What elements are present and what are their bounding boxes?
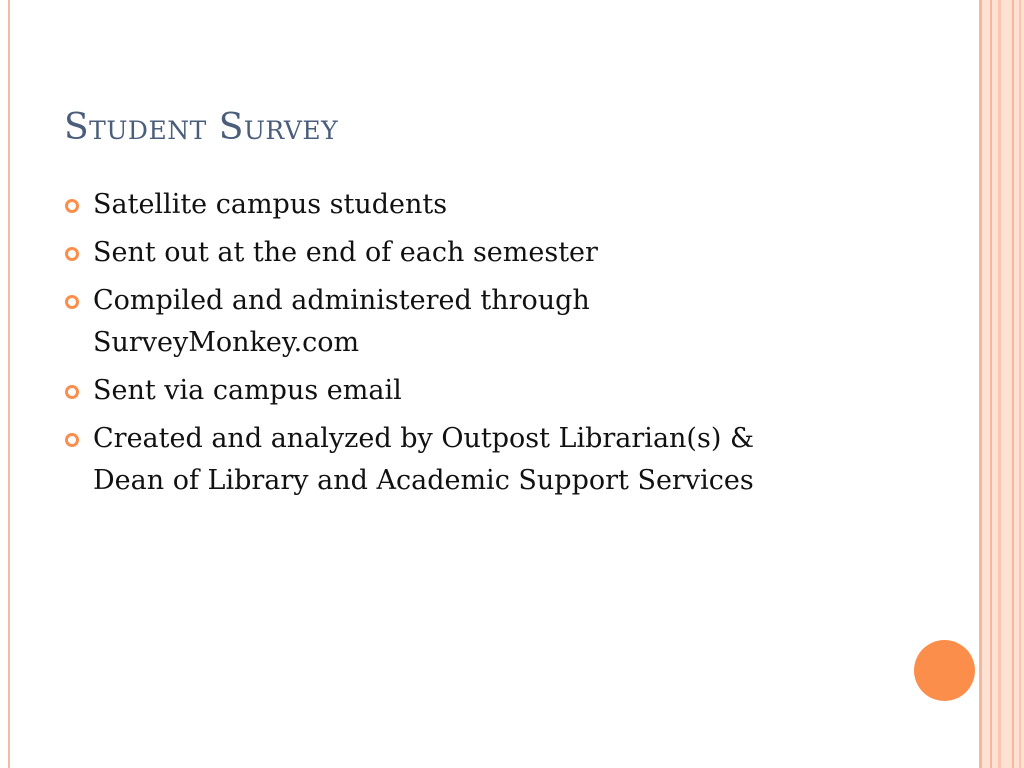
right-decorative-band: [979, 0, 1024, 768]
hollow-circle-bullet-icon: [65, 199, 79, 213]
bullet-text-line-1: Compiled and administered through: [93, 285, 590, 316]
right-band-stripe: [1012, 0, 1014, 768]
slide-title: Student Survey: [64, 107, 339, 148]
right-band-stripe: [979, 0, 982, 768]
right-band-stripe: [998, 0, 1001, 768]
bullet-text-line-2: Dean of Library and Academic Support Services: [93, 465, 754, 496]
bullet-item: [64, 184, 944, 226]
bullet-item: [64, 370, 944, 412]
bullet-text: Sent out at the end of each semester: [93, 237, 598, 268]
bullet-text-line-1: Created and analyzed by Outpost Librarian(s) &: [93, 423, 754, 454]
bullet-item: [64, 418, 944, 502]
bullet-item: [64, 232, 944, 274]
orange-circle-decoration: [914, 640, 975, 701]
right-band-stripe: [1019, 0, 1021, 768]
hollow-circle-bullet-icon: [65, 433, 79, 447]
hollow-circle-bullet-icon: [65, 295, 79, 309]
hollow-circle-bullet-icon: [65, 247, 79, 261]
bullet-text-line-2: SurveyMonkey.com: [93, 327, 360, 358]
bullet-item: [64, 280, 944, 364]
bullet-text: Satellite campus students: [93, 189, 448, 220]
hollow-circle-bullet-icon: [65, 385, 79, 399]
left-edge-stripe: [8, 0, 10, 768]
right-band-stripe: [990, 0, 992, 768]
bullet-text: Sent via campus email: [93, 375, 402, 406]
bullet-list: [64, 184, 944, 508]
